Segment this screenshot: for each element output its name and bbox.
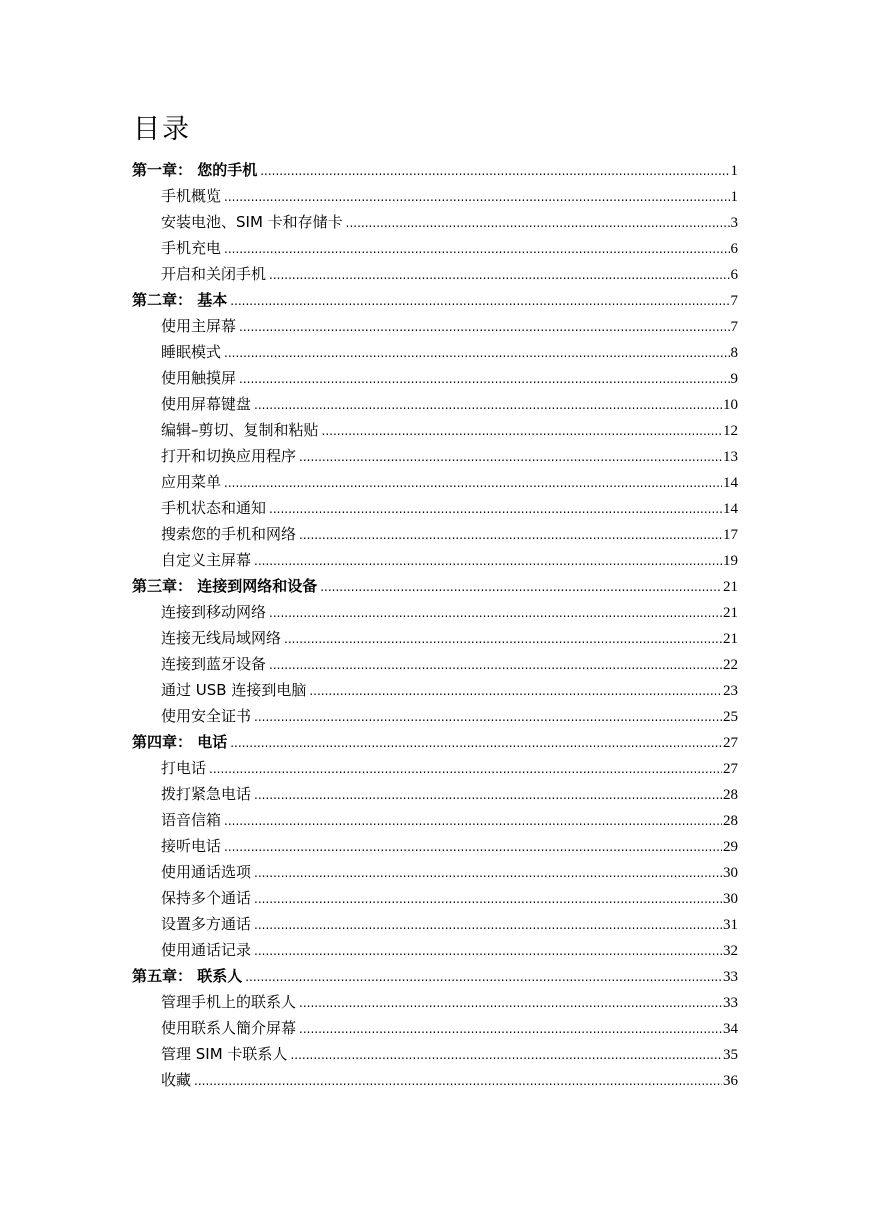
toc-dot-leader xyxy=(224,236,729,262)
toc-entry-label: 使用安全证书 xyxy=(161,707,252,725)
toc-entry-label: 连接无线局域网络 xyxy=(161,629,282,647)
toc-chapter-entry[interactable] xyxy=(132,157,738,183)
toc-entry-label: 使用触摸屏 xyxy=(161,369,237,387)
toc-dot-leader xyxy=(346,210,730,236)
toc-dot-leader xyxy=(230,288,729,314)
toc-page-number: 8 xyxy=(730,345,738,361)
toc-section-entry[interactable] xyxy=(132,391,738,417)
toc-section-entry[interactable] xyxy=(132,209,738,235)
toc-page-number: 31 xyxy=(723,917,738,933)
toc-dot-leader xyxy=(254,886,722,912)
toc-page-number: 12 xyxy=(723,423,738,439)
toc-section-entry[interactable] xyxy=(132,755,738,781)
toc-section-entry[interactable] xyxy=(132,235,738,261)
toc-section-entry[interactable] xyxy=(132,339,738,365)
toc-entry-label: 语音信箱 xyxy=(161,811,222,829)
toc-entry-label: 开启和关闭手机 xyxy=(161,265,267,283)
toc-chapter-entry[interactable] xyxy=(132,729,738,755)
toc-dot-leader xyxy=(224,340,729,366)
toc-entry-label: 第五章： 联系人 xyxy=(132,967,243,985)
toc-entry-label: 编辑–剪切、复制和粘贴 xyxy=(161,421,319,439)
toc-section-entry[interactable] xyxy=(132,1015,738,1041)
toc-entry-label: 第二章： 基本 xyxy=(132,291,228,309)
toc-dot-leader xyxy=(230,730,722,756)
toc-section-entry[interactable] xyxy=(132,521,738,547)
toc-dot-leader xyxy=(269,600,722,626)
toc-page-number: 7 xyxy=(730,293,738,309)
toc-entry-label: 睡眠模式 xyxy=(161,343,222,361)
toc-section-entry[interactable] xyxy=(132,417,738,443)
toc-section-entry[interactable] xyxy=(132,183,738,209)
toc-section-entry[interactable] xyxy=(132,1041,738,1067)
toc-entry-label: 使用主屏幕 xyxy=(161,317,237,335)
toc-section-entry[interactable] xyxy=(132,989,738,1015)
toc-page-number: 6 xyxy=(730,241,738,257)
toc-entry-label: 连接到蓝牙设备 xyxy=(161,655,267,673)
toc-section-entry[interactable] xyxy=(132,911,738,937)
toc-dot-leader xyxy=(299,522,722,548)
toc-page-number: 7 xyxy=(730,319,738,335)
toc-dot-leader xyxy=(254,860,722,886)
toc-dot-leader xyxy=(290,1042,722,1068)
toc-page-number: 9 xyxy=(730,371,738,387)
toc-dot-leader xyxy=(224,808,722,834)
toc-section-entry[interactable] xyxy=(132,833,738,859)
toc-dot-leader xyxy=(254,704,722,730)
toc-entry-label: 设置多方通话 xyxy=(161,915,252,933)
toc-list xyxy=(132,157,738,1093)
toc-section-entry[interactable] xyxy=(132,781,738,807)
toc-section-entry[interactable] xyxy=(132,651,738,677)
toc-dot-leader xyxy=(269,262,729,288)
toc-section-entry[interactable] xyxy=(132,261,738,287)
toc-page-number: 33 xyxy=(723,969,738,985)
toc-entry-label: 第一章： 您的手机 xyxy=(132,161,258,179)
toc-entry-label: 应用菜单 xyxy=(161,473,222,491)
toc-entry-label: 拨打紧急电话 xyxy=(161,785,252,803)
toc-page-number: 6 xyxy=(730,267,738,283)
toc-dot-leader xyxy=(224,834,722,860)
toc-section-entry[interactable] xyxy=(132,443,738,469)
toc-entry-label: 第三章： 连接到网络和设备 xyxy=(132,577,318,595)
toc-page-number: 22 xyxy=(723,657,738,673)
toc-dot-leader xyxy=(299,1016,722,1042)
toc-entry-label: 搜索您的手机和网络 xyxy=(161,525,297,543)
toc-entry-label: 使用通话选项 xyxy=(161,863,252,881)
toc-section-entry[interactable] xyxy=(132,547,738,573)
toc-dot-leader xyxy=(284,626,722,652)
toc-page-number: 28 xyxy=(723,787,738,803)
toc-page-number: 19 xyxy=(723,553,738,569)
toc-chapter-entry[interactable] xyxy=(132,287,738,313)
toc-entry-label: 管理 SIM 卡联系人 xyxy=(161,1045,288,1063)
toc-dot-leader xyxy=(299,990,722,1016)
toc-dot-leader xyxy=(254,912,722,938)
toc-page-number: 27 xyxy=(723,735,738,751)
toc-section-entry[interactable] xyxy=(132,313,738,339)
toc-section-entry[interactable] xyxy=(132,365,738,391)
toc-page-number: 27 xyxy=(723,761,738,777)
toc-dot-leader xyxy=(194,1068,722,1094)
toc-page-number: 36 xyxy=(723,1073,738,1089)
toc-dot-leader xyxy=(269,652,722,678)
toc-entry-label: 手机状态和通知 xyxy=(161,499,267,517)
toc-section-entry[interactable] xyxy=(132,599,738,625)
toc-dot-leader xyxy=(239,366,729,392)
toc-page-number: 21 xyxy=(723,579,738,595)
toc-dot-leader xyxy=(224,470,722,496)
toc-entry-label: 接听电话 xyxy=(161,837,222,855)
toc-dot-leader xyxy=(254,782,722,808)
toc-section-entry[interactable] xyxy=(132,495,738,521)
toc-page-number: 10 xyxy=(723,397,738,413)
toc-page-number: 14 xyxy=(723,501,738,517)
toc-section-entry[interactable] xyxy=(132,807,738,833)
toc-dot-leader xyxy=(299,444,722,470)
toc-page-number: 33 xyxy=(723,995,738,1011)
toc-dot-leader xyxy=(254,938,722,964)
toc-page-number: 21 xyxy=(723,605,738,621)
toc-page-number: 23 xyxy=(723,683,738,699)
toc-page-number: 35 xyxy=(723,1047,738,1063)
toc-entry-label: 通过 USB 连接到电脑 xyxy=(161,681,307,699)
toc-chapter-entry[interactable] xyxy=(132,573,738,599)
toc-entry-label: 安装电池、SIM 卡和存储卡 xyxy=(161,213,343,231)
toc-entry-label: 打电话 xyxy=(161,759,207,777)
toc-entry-label: 打开和切换应用程序 xyxy=(161,447,297,465)
toc-entry-label: 连接到移动网络 xyxy=(161,603,267,621)
toc-dot-leader xyxy=(254,548,722,574)
toc-entry-label: 手机概览 xyxy=(161,187,222,205)
toc-dot-leader xyxy=(209,756,722,782)
toc-page-number: 21 xyxy=(723,631,738,647)
toc-chapter-entry[interactable] xyxy=(132,963,738,989)
toc-dot-leader xyxy=(245,964,722,990)
toc-page-number: 14 xyxy=(723,475,738,491)
toc-dot-leader xyxy=(254,392,722,418)
toc-entry-label: 收藏 xyxy=(161,1071,192,1089)
toc-section-entry[interactable] xyxy=(132,625,738,651)
toc-dot-leader xyxy=(269,496,722,522)
toc-entry-label: 使用联系人簡介屏幕 xyxy=(161,1019,297,1037)
toc-page-number: 3 xyxy=(730,215,738,231)
toc-page-number: 17 xyxy=(723,527,738,543)
toc-dot-leader xyxy=(224,184,729,210)
toc-section-entry[interactable] xyxy=(132,1067,738,1093)
toc-entry-label: 管理手机上的联系人 xyxy=(161,993,297,1011)
toc-entry-label: 保持多个通话 xyxy=(161,889,252,907)
toc-dot-leader xyxy=(322,418,722,444)
toc-dot-leader xyxy=(239,314,729,340)
toc-section-entry[interactable] xyxy=(132,885,738,911)
toc-title: 目录 xyxy=(133,114,191,145)
toc-dot-leader xyxy=(309,678,722,704)
toc-page-number: 29 xyxy=(723,839,738,855)
toc-section-entry[interactable] xyxy=(132,937,738,963)
toc-page-number: 30 xyxy=(723,891,738,907)
toc-entry-label: 第四章： 电话 xyxy=(132,733,228,751)
toc-page-number: 30 xyxy=(723,865,738,881)
toc-section-entry[interactable] xyxy=(132,677,738,703)
toc-page-number: 34 xyxy=(723,1021,738,1037)
toc-section-entry[interactable] xyxy=(132,469,738,495)
toc-page-number: 28 xyxy=(723,813,738,829)
toc-page-number: 1 xyxy=(730,163,738,179)
toc-entry-label: 使用通话记录 xyxy=(161,941,252,959)
toc-dot-leader xyxy=(320,574,722,600)
toc-section-entry[interactable] xyxy=(132,859,738,885)
toc-entry-label: 使用屏幕键盘 xyxy=(161,395,252,413)
toc-page-number: 32 xyxy=(723,943,738,959)
toc-page-number: 1 xyxy=(730,189,738,205)
toc-section-entry[interactable] xyxy=(132,703,738,729)
toc-dot-leader xyxy=(260,158,729,184)
toc-page-number: 13 xyxy=(723,449,738,465)
toc-entry-label: 自定义主屏幕 xyxy=(161,551,252,569)
toc-entry-label: 手机充电 xyxy=(161,239,222,257)
toc-page-number: 25 xyxy=(723,709,738,725)
